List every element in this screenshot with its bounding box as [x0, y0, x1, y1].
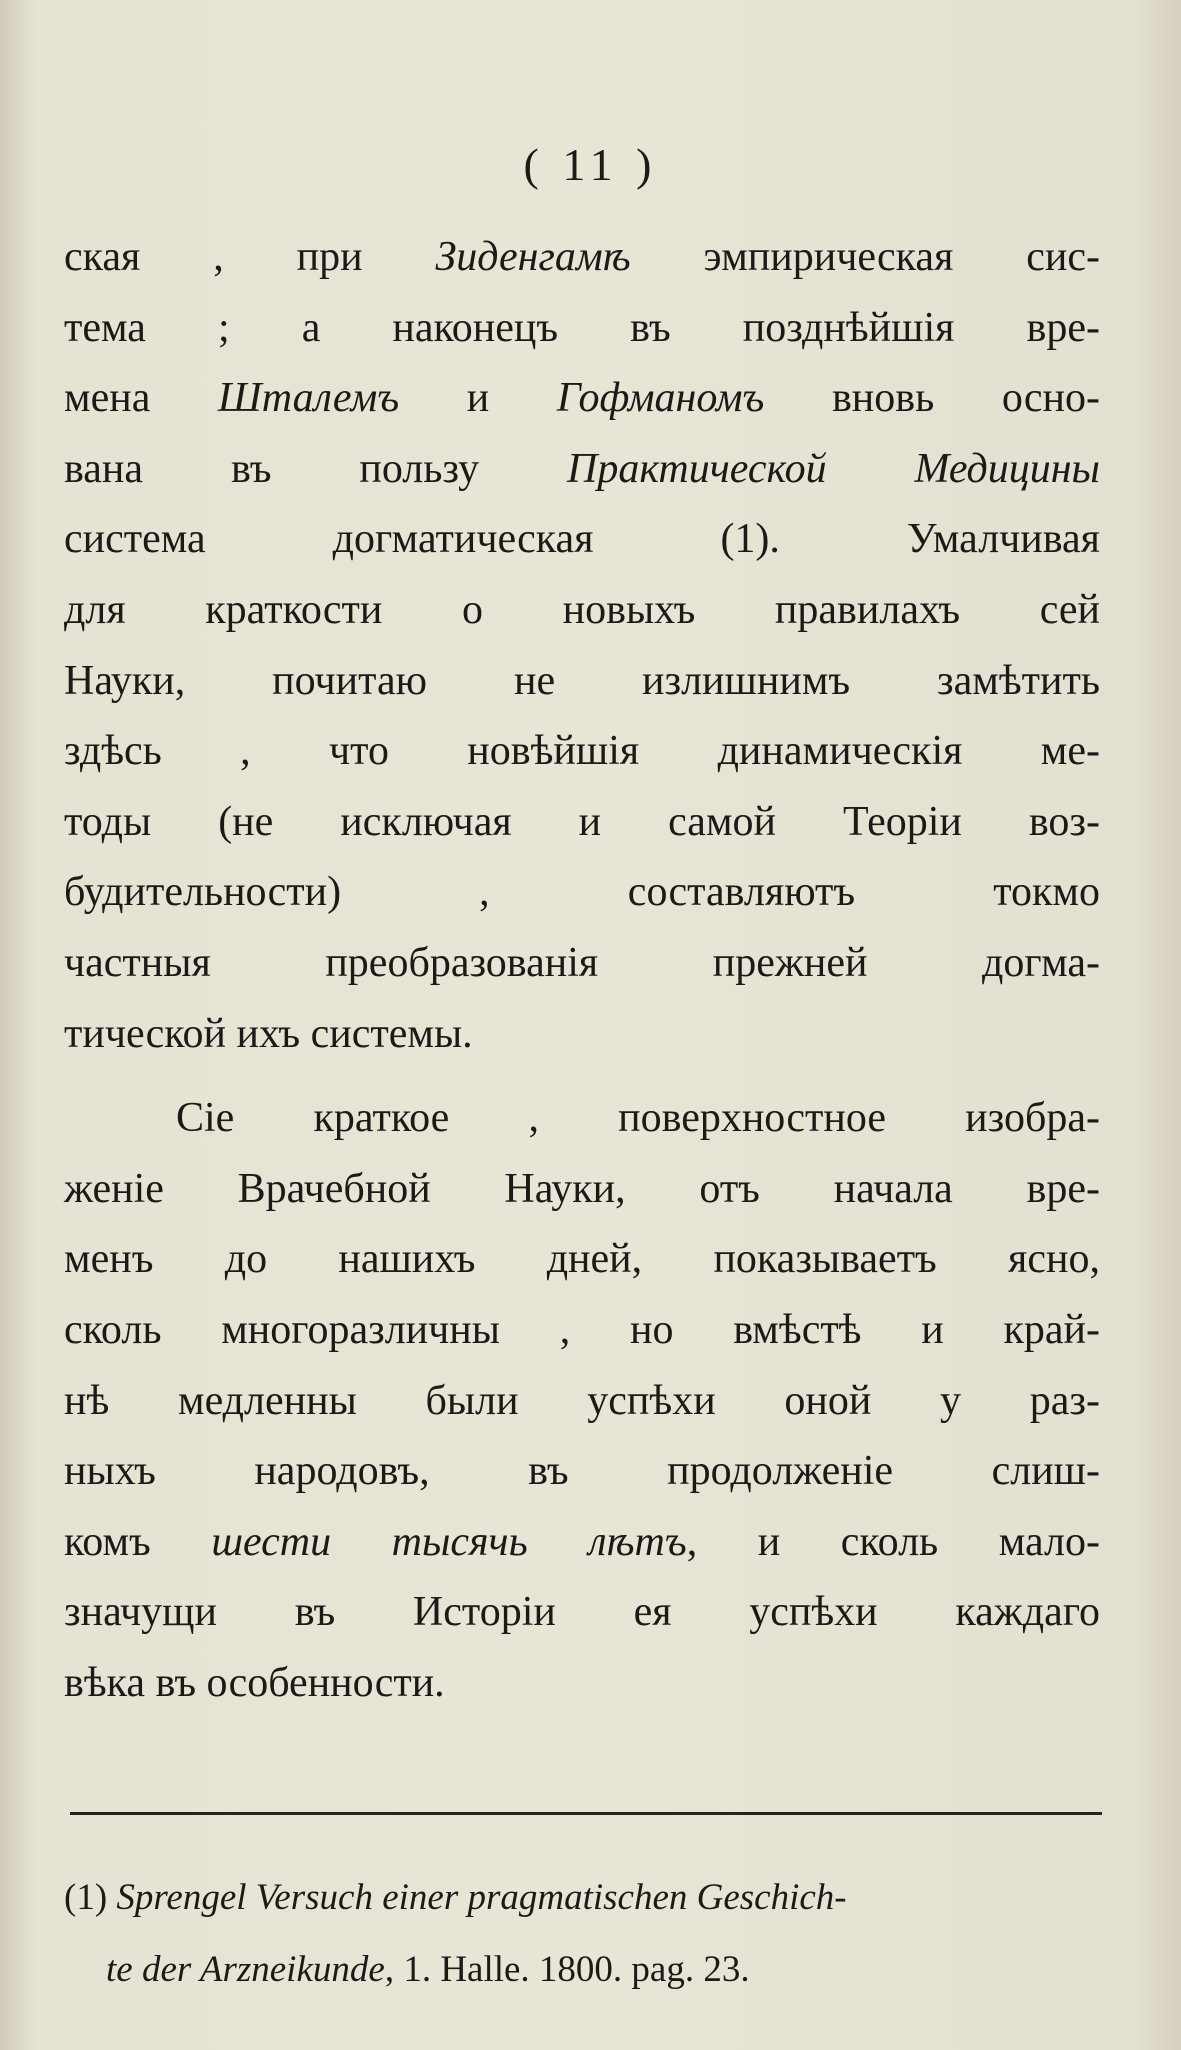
text-line: Науки, почитаю не излишнимъ замѣтить	[64, 657, 1100, 704]
text-line: значущи въ Исторіи ея успѣхи каждаго	[64, 1589, 1100, 1636]
text-line: ныхъ народовъ, въ продолженіе слиш-	[64, 1448, 1100, 1495]
paragraph-start-line: Сіе краткое , поверхностное изобра-	[176, 1095, 1100, 1142]
body-text	[64, 222, 1100, 1718]
text-line: менъ до нашихъ дней, показываетъ ясно,	[64, 1236, 1100, 1283]
text-line: тема ; а наконецъ въ позднѣйшія вре-	[64, 304, 1100, 351]
footnote-line: te der Arzneikunde, 1. Halle. 1800. pag. 23.	[106, 1949, 750, 1990]
page-number: ( 11 )	[523, 139, 658, 190]
text-line: комъ шести тысячь лѣтъ, и сколь мало-	[64, 1518, 1100, 1565]
text-line: частныя преобразованія прежней догма-	[64, 939, 1100, 986]
text-line: ская , при Зиденгамѣ эмпирическая сис-	[64, 234, 1101, 280]
footnote-marker: (1)	[64, 1877, 117, 1918]
text-line: женіе Врачебной Науки, отъ начала вре-	[64, 1165, 1100, 1212]
text-line: здѣсь , что новѣйшія динамическія ме-	[64, 728, 1100, 775]
footnote-divider	[70, 1812, 1102, 1815]
text-line: для краткости о новыхъ правилахъ сей	[64, 586, 1100, 633]
text-line: мена Шталемъ и Гофманомъ вновь осно-	[64, 375, 1100, 422]
footnote	[64, 1862, 1100, 2006]
text-line: система догматическая (1). Умалчивая	[64, 516, 1100, 563]
text-line: будительности) , составляютъ токмо	[64, 869, 1100, 916]
text-line: вѣка въ особенности.	[64, 1659, 445, 1706]
footnote-line: (1) Sprengel Versuch einer pragmatischen Geschich-	[64, 1877, 847, 1918]
text-line: вана въ пользу Практической Медицины	[64, 445, 1100, 492]
text-line: нѣ медленны были успѣхи оной у раз-	[64, 1377, 1100, 1424]
text-line: сколь многоразличны , но вмѣстѣ и край-	[64, 1306, 1100, 1353]
text-line: тической ихъ системы.	[64, 1010, 473, 1057]
text-line: тоды (не исключая и самой Теоріи воз-	[64, 798, 1100, 845]
